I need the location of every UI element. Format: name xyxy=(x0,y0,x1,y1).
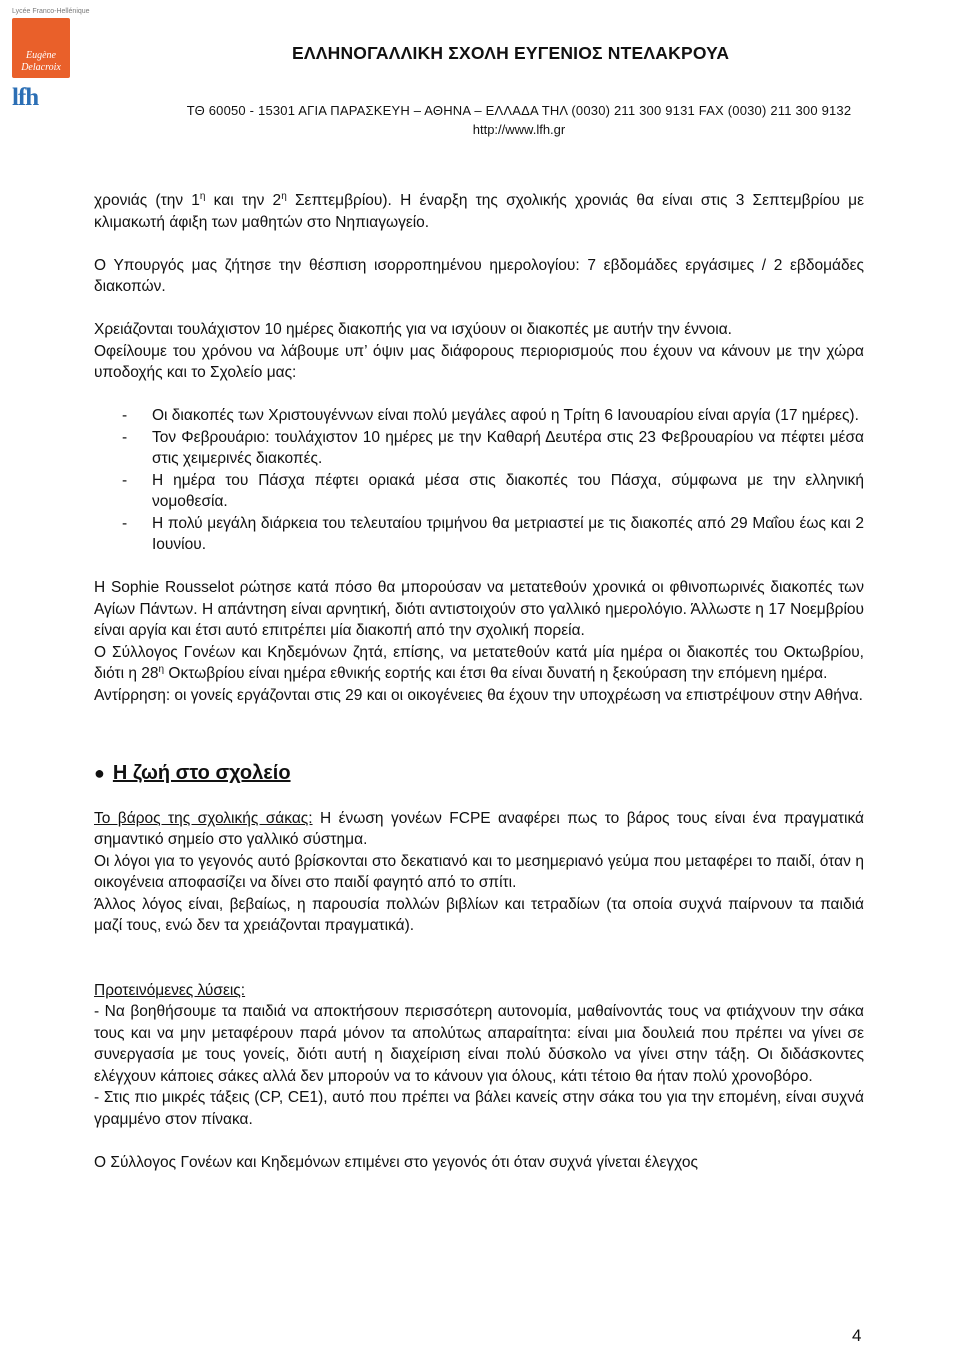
school-name: ΕΛΛΗΝΟΓΑΛΛΙΚΗ ΣΧΟΛΗ ΕΥΓΕΝΙΟΣ ΝΤΕΛΑΚΡΟΥΑ xyxy=(292,43,730,63)
school-address: ΤΘ 60050 - 15301 ΑΓΙΑ ΠΑΡΑΣΚΕΥΗ – ΑΘΗΝΑ – ΕΛΛΑΔΑ ΤΗΛ (0030) 211 300 9131 FAX (0030) 211 300 9132 xyxy=(186,103,852,118)
paragraph-reasons-books: Άλλος λόγος είναι, βεβαίως, η παρουσία πολλών βιβλίων και τετραδίων (τα οποία συχνά παίρνουν τα παιδιά μαζί τους, ενώ δεν τα χρειάζονται πραγματικά). xyxy=(94,895,864,934)
school-logo xyxy=(8,6,90,112)
paragraph-october-request: Ο Σύλλογος Γονέων και Κηδεμόνων ζητά, επίσης, να μετατεθούν κατά μία ημέρα οι διακοπές του Οκτωβρίου, διότι η $28^\eta$ Οκτωβρίου είναι ημέρα εθνικής εορτής και έτσι θα είναι δυνατή η ξεκούραση την επόμενη ημέρα. xyxy=(94,643,864,682)
logo-line2: Delacroix xyxy=(21,62,61,73)
list-item: - Η ημέρα του Πάσχα πέφτει οριακά μέσα στις διακοπές του Πάσχα, σύμφωνα με την ελληνική νομοθεσία. xyxy=(122,471,864,510)
bullet-icon: ● xyxy=(94,763,105,783)
logo-top-text: Lycée Franco-Hellénique xyxy=(12,8,90,15)
paragraph-autumn-holidays: Η Sophie Rousselot ρώτησε κατά πόσο θα μπορούσαν να μετατεθούν χρονικά οι φθινοπωρινές διακοπές των Αγίων Πάντων. Η απάντηση είναι αρνητική, διότι αντιστοιχούν στο γαλλικό ημερολόγιο. Άλλωστε η 17 Νοεμβρίου είναι αργία και έτσι αυτό επιτρέπει μία διακοπή από την σχολική πορεία. xyxy=(94,579,864,639)
logo-line1: Eugène xyxy=(26,50,56,61)
paragraph-school-start: χρονιάς (την $1^\eta$ και την $2^\eta$ Σεπτεμβρίου). Η έναρξη της σχολικής χρονιάς θα είναι στις 3 Σεπτεμβρίου με κλιμακωτή άφιξη των μαθητών στο Νηπιαγωγείο. xyxy=(94,190,865,231)
paragraph-objection: Αντίρρηση: οι γονείς εργάζονται στις 29 και οι οικογένειες θα έχουν την υποχρέωση να επιστρέψουν στην Αθήνα. xyxy=(94,686,863,704)
constraints-list xyxy=(94,405,864,556)
paragraph-parents-insist: Ο Σύλλογος Γονέων και Κηδεμόνων επιμένει στο γεγονός ότι όταν συχνά γίνεται έλεγχος xyxy=(94,1153,698,1171)
section-heading: ● Η ζωή στο σχολείο xyxy=(94,762,291,784)
list-item: - Τον Φεβρουάριο: τουλάχιστον 10 ημέρες με την Καθαρή Δευτέρα στις 23 Φεβρουαρίου να πέφτει μέσα στις χειμερινές διακοπές. xyxy=(122,428,864,467)
paragraph-balanced-calendar: Ο Υπουργός μας ζήτησε την θέσπιση ισορροπημένου ημερολογίου: 7 εβδομάδες εργάσιμες / 2 εβδομάδες διακοπών. xyxy=(94,256,864,295)
solution-autonomy: - Να βοηθήσουμε τα παιδιά να αποκτήσουν περισσότερη αυτονομία, μαθαίνοντάς τους να φτιάχνουν την σάκα τους και να μην μεταφέρουν παρά μόνον τα απολύτως απαραίτητα: είναι μια δουλειά που πρέπει να γίνει σε συνεργασία με τους γονείς, διότι αυτή η διαχείριση είναι πολύ δύσκολο να γίνει στην τάξη. Οι διδάσκοντες ελέγχουν κάποιες σάκες αλλά δεν μπορούν να το κάνουν για όλους, κάτι τέτοιο θα ήταν πολύ χρονοβόρο. xyxy=(94,1003,864,1085)
paragraph-reasons-meals: Οι λόγοι για το γεγονός αυτό βρίσκονται στο δεκατιανό και το μεσημεριανό γεύμα που μεταφέρει το παιδί, όταν η οικογένεια αποφασίζει να δίνει στο παιδί φαγητό από το σπίτι. xyxy=(94,852,864,891)
list-item: - Η πολύ μεγάλη διάρκεια του τελευταίου τριμήνου θα μετριαστεί με τις διακοπές από 29 Μαΐου έως και 2 Ιουνίου. xyxy=(122,514,864,553)
paragraph-school-bag: Το βάρος της σχολικής σάκας: Η ένωση γονέων FCPE αναφέρει πως το βάρος τους είναι ένα πραγματικά σημαντικό σημείο στο γαλλικό σύστημα. xyxy=(94,809,864,848)
page-number: 4 xyxy=(852,1326,862,1345)
bag-label: Το βάρος της σχολικής σάκας: xyxy=(94,809,313,827)
logo-mark: lfh xyxy=(12,84,39,111)
document-body xyxy=(94,190,864,1173)
list-item: - Οι διακοπές των Χριστουγέννων είναι πολύ μεγάλες αφού η Τρίτη 6 Ιανουαρίου είναι αργία (17 ημέρες). xyxy=(122,407,859,424)
solution-small-classes: - Στις πιο μικρές τάξεις (CP, CE1), αυτό που πρέπει να βάλει κανείς στην σάκα του για την επομένη, είναι συχνά γραμμένο στον πίνακα. xyxy=(94,1089,864,1128)
school-url[interactable]: http://www.lfh.gr xyxy=(472,122,566,137)
solutions-label: Προτεινόμενες λύσεις: xyxy=(94,981,246,999)
paragraph-constraints: Οφείλουμε του χρόνου να λάβουμε υπ’ όψιν μας διάφορους περιορισμούς που έχουν να κάνουν με την χώρα υποδοχής και το Σχολείο μας: xyxy=(94,342,864,381)
paragraph-min-days: Χρειάζονται τουλάχιστον 10 ημέρες διακοπής για να ισχύουν οι διακοπές με αυτήν την έννοια. xyxy=(94,321,732,338)
logo-badge xyxy=(12,18,70,78)
